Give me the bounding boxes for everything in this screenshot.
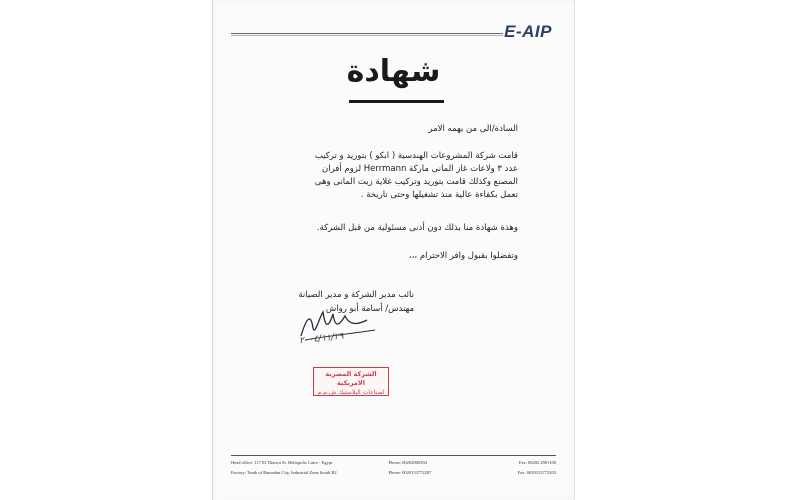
certificate-page [212,0,575,500]
factory-fax: Fax: 0020153772203 [517,470,556,475]
certificate-body [268,150,518,202]
header-rule-secondary [231,35,503,36]
stamp-line-2: لصناعات البلاستيك ش.م.م [317,389,385,396]
letterhead-footer [231,460,556,480]
factory-address: Factory: Tenth of Ramadan City, Industrial Zone South B2 [231,470,337,475]
title-underline [349,100,444,103]
factory-phone: Phone: 0020153772207 [388,470,432,475]
closing-line: وتفضلوا بقبول وافر الاحترام ،،، [408,251,518,261]
company-stamp [313,367,389,396]
footer-rule [231,455,556,456]
head-office-fax: Fax: 00202 2901100 [518,460,556,465]
addressee-line: السادة/الى من يهمه الامر [428,124,518,134]
statement-line: وهذة شهادة منا بذلك دون أدنى مسئولية من قبل الشركة. [316,223,518,233]
head-office-address: Head office: 117 El Thawra St. Heliopolis Cairo - Egypt [231,460,333,465]
body-line: المصنع وكذلك قامت بتوريد وتركيب غلاية زيت المانى وهى [314,177,518,187]
body-line: تعمل بكفاءة عالية منذ تشغيلها وحتى تاريخة . [360,190,518,200]
header-rule [231,33,503,34]
head-office-phone: Phone: 00202900394 [388,460,427,465]
page-title: شهادة [346,54,441,89]
signature-date: ٢٠٠٤/١١/٢٩ [298,331,345,347]
body-line: قامت شركة المشروعات الهندسية ( ابكو ) بتوريد و تركيب [314,151,518,161]
body-line: عدد ٣ ولاعات غاز المانى ماركة Herrmann لزوم أفران [322,164,518,174]
company-logo: E-AIP [504,22,552,41]
signatory-name: مهندس/ أسامة أبو رواش [325,304,414,314]
signatory-title: نائب مدير الشركة و مدير الصيانة [298,290,414,300]
stamp-line-1: الشركة المصرية الامريكية [325,370,377,387]
